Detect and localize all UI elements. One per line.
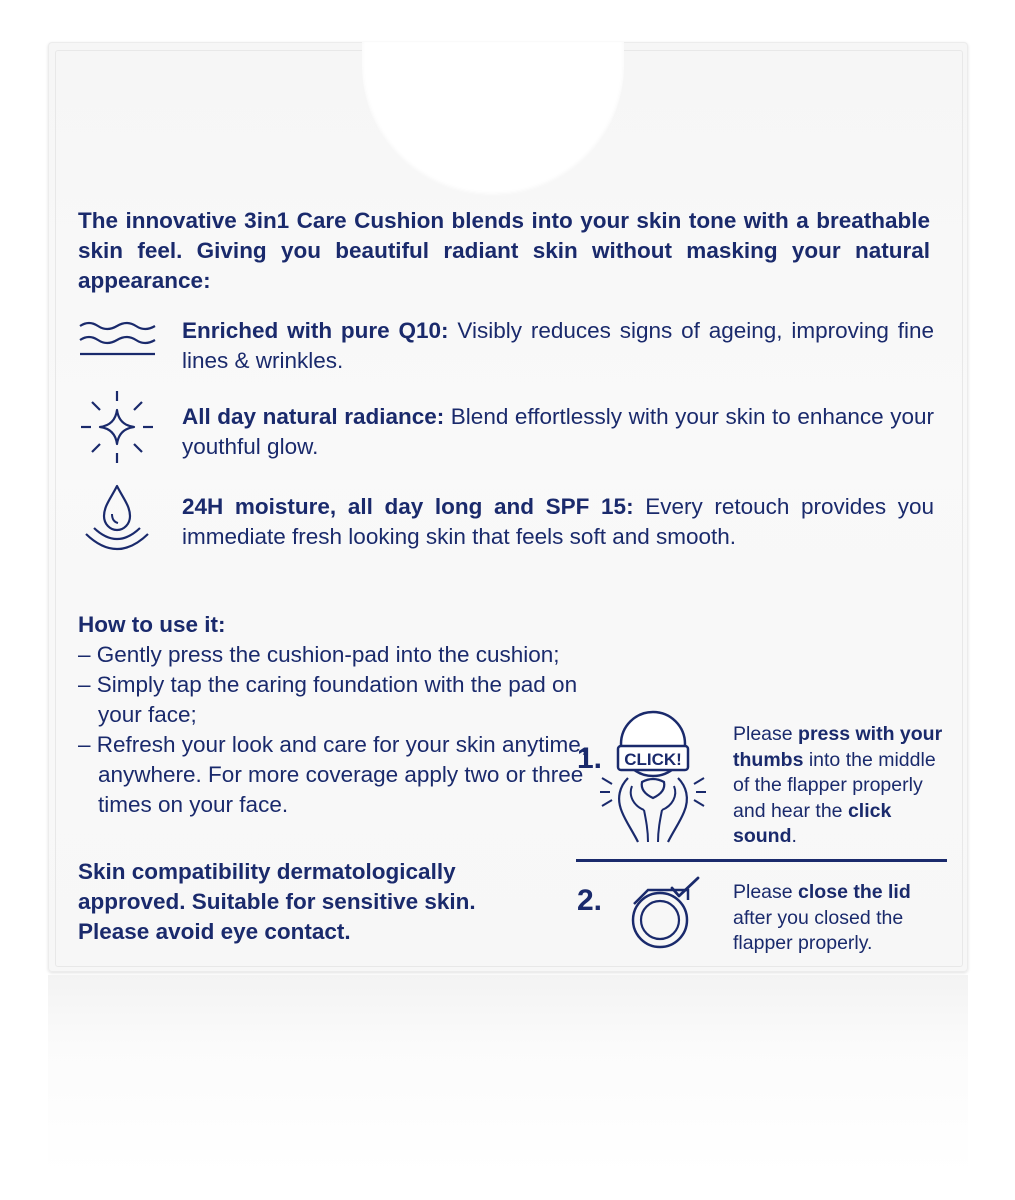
waves-icon	[78, 316, 156, 394]
step-1-number: 1.	[577, 742, 603, 775]
step-2-part: after you closed the flapper properly.	[733, 906, 904, 954]
feature-title: All day natural radiance:	[182, 404, 445, 429]
compact-lid-icon	[622, 876, 702, 950]
how-to-use	[78, 610, 618, 820]
feature-description: Every retouch provides you immediate fresh looking skin that feels soft and smooth.	[182, 494, 934, 549]
feature-q10-text	[182, 316, 934, 376]
click-label: CLICK!	[624, 750, 682, 769]
feature-description: Blend effortlessly with your skin to enhance your youthful glow.	[182, 404, 935, 459]
package-reflection	[48, 975, 968, 1175]
step-1-part: Please	[733, 723, 799, 745]
step-1-part: into the middle of the flapper properly and hear the	[733, 748, 936, 822]
compatibility-note: Skin compatibility dermatologically approved. Suitable for sensitive skin. Please avoid eye contact.	[78, 859, 476, 944]
how-to-use-list	[78, 640, 618, 820]
list-item: – Refresh your look and care for your skin anytime, anywhere. For more coverage apply two or three times on your face.	[78, 732, 587, 817]
list-item: – Gently press the cushion-pad into the cushion;	[78, 642, 560, 667]
step-2-part: Please	[733, 881, 799, 903]
step-1-part-bold: press with your thumbs	[733, 723, 943, 771]
step-1-text	[733, 722, 953, 850]
step-1-part: .	[791, 825, 797, 847]
step-2-part-bold: close the lid	[798, 881, 911, 903]
feature-radiance-text	[182, 402, 934, 462]
hands-pressing-icon	[598, 706, 708, 852]
intro-text: The innovative 3in1 Care Cushion blends into your skin tone with a breathable skin feel. Giving you beautiful radiant skin without masking your natural appearance:	[78, 208, 930, 293]
feature-moisture-text	[182, 492, 934, 552]
feature-description: Visibly reduces signs of ageing, improving fine lines & wrinkles.	[182, 318, 935, 373]
feature-title: Enriched with pure Q10:	[182, 318, 449, 343]
step-divider	[576, 859, 947, 862]
step-2-text	[733, 880, 953, 957]
feature-title: 24H moisture, all day long and SPF 15:	[182, 494, 634, 519]
sparkle-icon	[78, 388, 156, 466]
droplet-icon	[78, 484, 156, 562]
step-1-part-bold: click sound	[733, 799, 892, 847]
how-to-use-title: How to use it:	[78, 612, 226, 637]
list-item: – Simply tap the caring foundation with the pad on your face;	[78, 672, 578, 727]
step-2-number: 2.	[577, 884, 603, 917]
